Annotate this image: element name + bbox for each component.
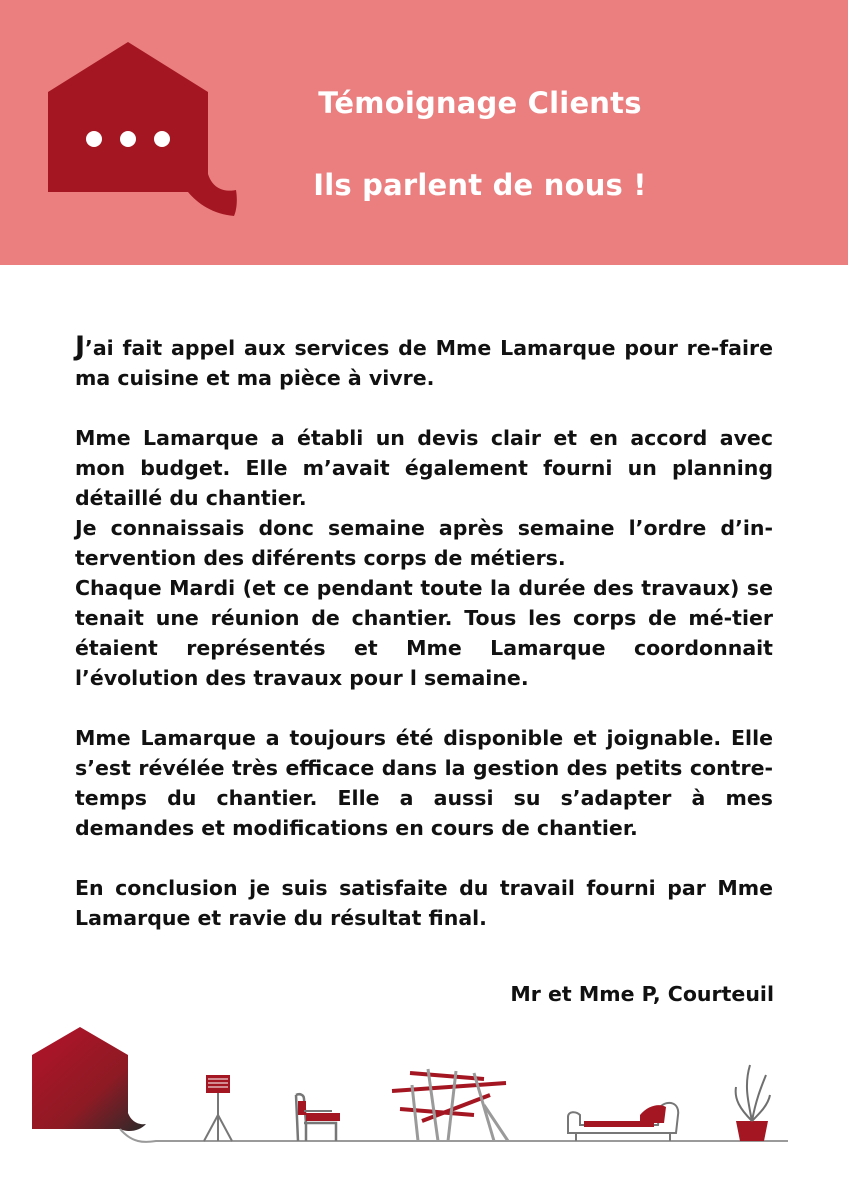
paragraph-4: En conclusion je suis satisfaite du travail fourni par Mme Lamarque et ravie du résultat final. (75, 876, 773, 930)
furniture-line-illustration (28, 1025, 798, 1155)
drop-cap: J (75, 331, 86, 362)
paragraph-2a: Mme Lamarque a établi un devis clair et en accord avec mon budget. Elle m’avait également fourni un planning détaillé du chantier. (75, 426, 773, 510)
paragraph-1 (75, 333, 773, 393)
testimonial-body (75, 333, 773, 963)
paragraph-2c: Chaque Mardi (et ce pendant toute la durée des travaux) se tenait une réunion de chantier. Tous les corps de mé-tier étaient représentés et Mme Lamarque coordonnait l’évolution des travaux pour l semaine. (75, 576, 773, 690)
paragraph-2b: Je connaissais donc semaine après semaine l’ordre d’in-tervention des diférents corps de métiers. (75, 516, 773, 570)
page-subtitle: Ils parlent de nous ! (313, 168, 647, 202)
page-title: Témoignage Clients (318, 86, 642, 120)
paragraph-3: Mme Lamarque a toujours été disponible et joignable. Elle s’est révélée très efficace dans la gestion des petits contre-temps du chantier. Elle a aussi su s’adapter à mes demandes et modifications en cours de chantier. (75, 726, 773, 840)
signature: Mr et Mme P, Courteuil (510, 982, 774, 1006)
header-banner (0, 0, 848, 265)
paragraph-1-text: ’ai fait appel aux services de Mme Lamarque pour re-faire ma cuisine et ma pièce à vivre. (75, 336, 773, 390)
house-speech-bubble-icon (48, 42, 238, 218)
